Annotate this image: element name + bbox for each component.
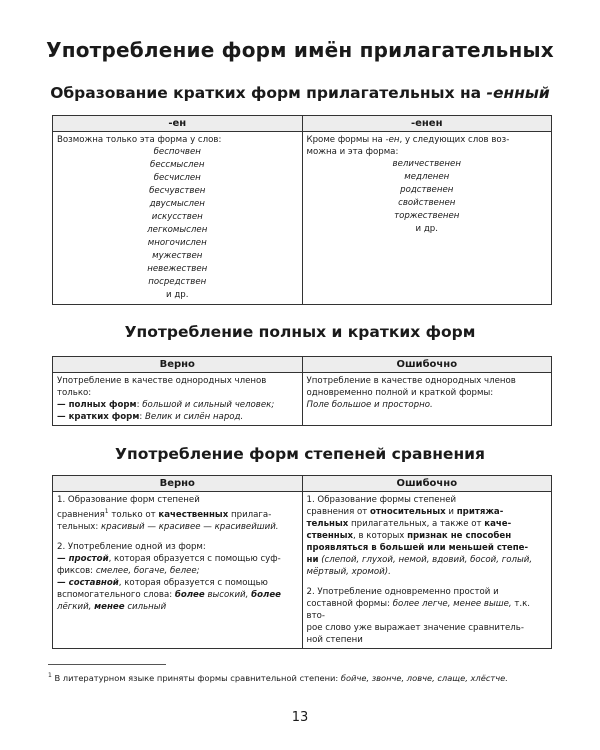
word-item: бесчислен <box>153 173 201 183</box>
wrong-cell: 1. Образование формы степеней сравнения от относительных и притяжа- тельных прилагательных, а также от каче- ственных, в которых признак не способен проявляться в большей или меньшей степе- ни (слепой, глухой, немой, вдовий, босой, голый, мёртвый, хромой). 2. Употребление одновременно простой и составной формы: более легче, менее выше, т.к. вто- рое слово уже выражает значение сравнитель- ной степени <box>302 492 552 649</box>
section2-title: Употребление полных и кратких форм <box>124 323 476 341</box>
enen-intro: Кроме формы на -ен, у следующих слов воз- <box>306 135 510 145</box>
correct-cell: 1. Образование форм степеней сравнения$^1$ только от качественных прилага- тельных: красивый — красивее — красивейший. 2. Употребление одной из форм: — простой, которая образуется с помощью суф- фиксов: смелее, богаче, белее; — составной, которая образуется с помощью вспомогательного слова: более высокий, более лёгкий, менее сильный <box>53 492 303 649</box>
short-forms-table <box>52 115 552 305</box>
word-item: величественен <box>392 159 461 169</box>
col-header-wrong: Ошибочно <box>302 357 552 373</box>
word-item: бессмыслен <box>150 160 205 170</box>
word-item: искусствен <box>151 212 203 222</box>
word-item: свойственен <box>398 198 456 208</box>
section3-title: Употребление форм степеней сравнения <box>115 445 485 463</box>
footnote: $^1$ В литературном языке приняты формы сравнительной степени: бойче, звонче, ловче, слаще, хлёстче. <box>48 672 508 683</box>
word-item: бесчувствен <box>149 186 206 196</box>
col-header-correct: Верно <box>53 476 303 492</box>
word-item: беспочвен <box>153 147 201 157</box>
en-intro: Возможна только эта форма у слов: <box>57 135 222 145</box>
col-header-wrong: Ошибочно <box>302 476 552 492</box>
word-item: легкомыслен <box>147 225 208 235</box>
short-forms-line: — кратких форм: Велик и силён народ. <box>57 412 244 422</box>
word-item: торжественен <box>394 211 460 221</box>
correct-cell: Употребление в качестве однородных членов только: — полных форм: большой и сильный человек; — кратких форм: Велик и силён народ. <box>53 373 303 426</box>
wrong-cell: Употребление в качестве однородных членов одновременно полной и краткой формы: Поле большое и просторно. <box>302 373 552 426</box>
page-number: 13 <box>291 710 309 725</box>
word-item: посредствен <box>148 277 207 287</box>
word-item: двусмыслен <box>149 199 205 209</box>
footnote-divider <box>48 664 166 665</box>
full-forms-line: — полных форм: большой и сильный человек; <box>57 400 275 410</box>
word-item: невежествен <box>147 264 208 274</box>
col-header-correct: Верно <box>53 357 303 373</box>
col-header-enen: -енен <box>302 116 552 132</box>
comparison-table <box>52 475 552 649</box>
enen-word-list <box>307 158 548 236</box>
word-item: родственен <box>400 185 454 195</box>
section1-title: Образование кратких форм прилагательных на -енный <box>50 84 550 102</box>
enen-cell: Кроме формы на -ен, у следующих слов воз- можна и эта форма: величественен медленен родственен свойственен торжественен и др. <box>302 132 552 305</box>
en-cell <box>53 132 303 305</box>
full-short-table <box>52 356 552 426</box>
en-word-list <box>57 146 298 302</box>
etc-label: и др. <box>166 290 189 300</box>
col-header-en: -ен <box>53 116 303 132</box>
word-item: мужествен <box>152 251 203 261</box>
word-item: медленен <box>404 172 450 182</box>
page-title: Употребление форм имён прилагательных <box>46 38 554 62</box>
word-item: многочислен <box>147 238 207 248</box>
etc-label: и др. <box>415 224 438 234</box>
